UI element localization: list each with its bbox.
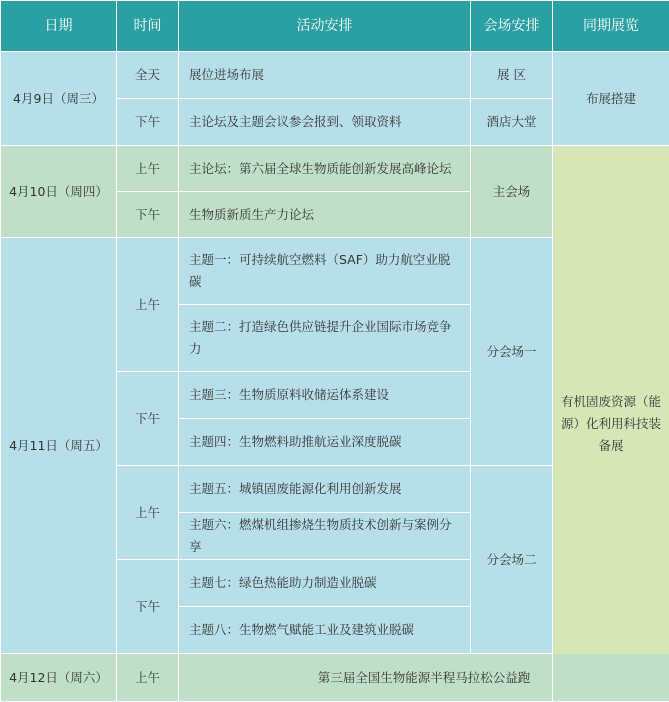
table-row: [1, 654, 669, 702]
time-cell: 下午: [117, 560, 179, 654]
venue-cell: 主会场: [471, 146, 553, 238]
venue-cell: 分会场一: [471, 238, 553, 466]
header-exhibition: 同期展览: [553, 1, 669, 52]
time-cell: 全天: [117, 52, 179, 99]
header-row: [1, 1, 669, 52]
time-cell: 下午: [117, 99, 179, 146]
header-date: 日期: [1, 1, 117, 52]
activity-cell: 主题七：绿色热能助力制造业脱碳: [179, 560, 471, 607]
exhibition-cell: 布展搭建: [553, 52, 669, 146]
activity-cell: 主题一：可持续航空燃料（SAF）助力航空业脱碳: [179, 238, 471, 305]
time-cell: 上午: [117, 146, 179, 192]
venue-cell: 酒店大堂: [471, 99, 553, 146]
venue-cell: 展 区: [471, 52, 553, 99]
activity-cell: 主论坛：第六届全球生物质能创新发展高峰论坛: [179, 146, 471, 192]
time-cell: 下午: [117, 192, 179, 238]
date-cell: 4月11日（周五）: [1, 238, 117, 654]
time-cell: 上午: [117, 654, 179, 702]
activity-cell: 主题四：生物燃料助推航运业深度脱碳: [179, 419, 471, 466]
exhibition-cell: 有机固废资源（能源）化利用科技装备展: [553, 146, 669, 702]
activity-cell: 主题五：城镇固废能源化利用创新发展: [179, 466, 471, 513]
activity-cell: 主题二：打造绿色供应链提升企业国际市场竞争力: [179, 305, 471, 372]
time-cell: 上午: [117, 238, 179, 372]
time-cell: 下午: [117, 372, 179, 466]
header-activity: 活动安排: [179, 1, 471, 52]
header-venue: 会场安排: [471, 1, 553, 52]
activity-cell: 主题三：生物质原料收储运体系建设: [179, 372, 471, 419]
date-cell: 4月9日（周三）: [1, 52, 117, 146]
activity-cell: 主题六：燃煤机组掺烧生物质技术创新与案例分享: [179, 513, 471, 560]
table-row: [1, 146, 669, 192]
activity-cell: 第三届全国生物能源半程马拉松公益跑: [179, 654, 669, 702]
activity-cell: 主论坛及主题会议参会报到、领取资料: [179, 99, 471, 146]
date-cell: 4月10日（周四）: [1, 146, 117, 238]
table-row: [1, 52, 669, 99]
activity-cell: 生物质新质生产力论坛: [179, 192, 471, 238]
venue-cell: 分会场二: [471, 466, 553, 654]
activity-cell: 展位进场布展: [179, 52, 471, 99]
activity-cell: 主题八：生物燃气赋能工业及建筑业脱碳: [179, 607, 471, 654]
header-time: 时间: [117, 1, 179, 52]
time-cell: 上午: [117, 466, 179, 560]
date-cell: 4月12日（周六）: [1, 654, 117, 702]
